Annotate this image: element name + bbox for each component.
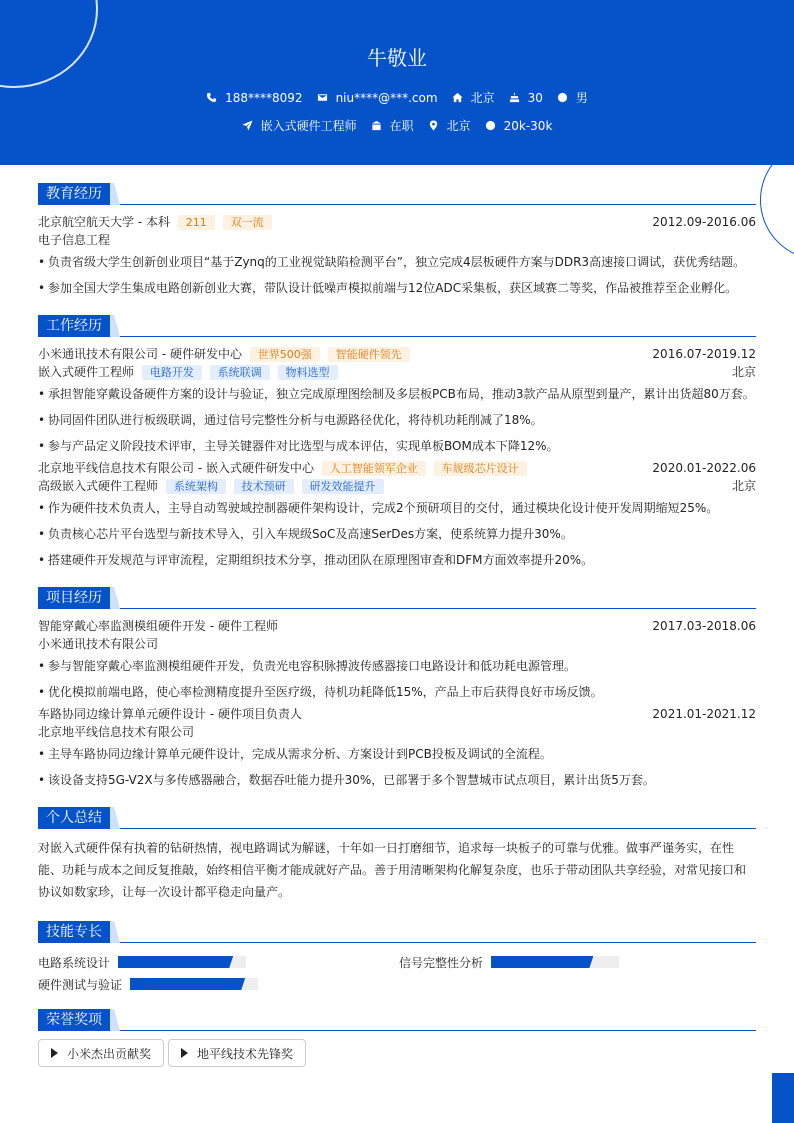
intent-status (371, 117, 414, 134)
job-role-row (38, 477, 756, 495)
mail-icon (317, 92, 328, 103)
skill-bar-fill (491, 956, 593, 968)
skills-list (38, 951, 756, 1001)
skills-section (38, 921, 756, 1001)
project-name: 智能穿戴心率监测模组硬件开发 - 硬件工程师 (38, 619, 278, 633)
project-org: 北京地平线信息技术有限公司 (38, 725, 195, 739)
skill-name: 信号完整性分析 (399, 955, 484, 970)
role-tag: 电路开发 (142, 365, 202, 380)
section-title: 项目经历 (38, 587, 110, 609)
section-header (38, 183, 756, 205)
section-title: 荣誉奖项 (38, 1009, 110, 1031)
contact-gender-text: 男 (575, 91, 588, 105)
status-icon (371, 120, 382, 131)
skill-name: 电路系统设计 (38, 955, 111, 970)
intent-position-text: 嵌入式硬件工程师 (260, 119, 357, 133)
job-company-row (38, 459, 756, 477)
school-tag: 211 (178, 215, 215, 230)
contact-phone (206, 89, 302, 106)
contact-phone-text: 188****8092 (225, 90, 303, 105)
job-company-row (38, 345, 756, 363)
contact-city-text: 北京 (470, 91, 495, 105)
role-tag: 技术预研 (234, 479, 294, 494)
project-bullet: • 参与智能穿戴心率监测模组硬件开发，负责光电容积脉搏波传感器接口电路设计和低功耗电源管理。 (38, 657, 756, 675)
section-header (38, 1009, 756, 1031)
section-header (38, 587, 756, 609)
section-title: 教育经历 (38, 183, 110, 205)
skill-bar-fill (130, 978, 245, 990)
summary-section (38, 807, 756, 903)
contact-row (0, 89, 794, 106)
job-intent-row (0, 117, 794, 134)
school-tag: 双一流 (223, 215, 272, 230)
contact-age-text: 30 (527, 90, 543, 105)
project-org: 小米通讯技术有限公司 (38, 637, 159, 651)
company-tag: 人工智能领军企业 (322, 461, 426, 476)
section-title-tail (110, 807, 120, 829)
skill-item (38, 975, 258, 993)
project-row (38, 617, 756, 635)
contact-city (452, 89, 495, 106)
job-bullet: • 协同固件团队进行板级联调，通过信号完整性分析与电源路径优化，将待机功耗削减了18%。 (38, 411, 756, 429)
section-title-tail (110, 315, 120, 337)
section-title-tail (110, 921, 120, 943)
intent-status-text: 在职 (389, 119, 414, 133)
skill-bar (118, 956, 246, 968)
summary-text: 对嵌入式硬件保有执着的钻研热情，视电路调试为解谜，十年如一日打磨细节，追求每一块板子的可靠与优雅。做事严谨务实，在性能、功耗与成本之间反复推敲，始终相信平衡才能成就好产品。善于用清晰架构化解复杂度，也乐于带动团队共享经验，对常见接口和协议如数家珍，让每一次设计都平稳走向量产。 (38, 841, 747, 899)
location-icon (428, 120, 439, 131)
awards-list (38, 1039, 756, 1067)
award-name: 小米杰出贡献奖 (67, 1046, 152, 1061)
intent-salary (485, 117, 553, 134)
awards-section (38, 1009, 756, 1067)
job-period: 2020.01-2022.06 (652, 461, 756, 475)
phone-icon (206, 92, 217, 103)
resume-header (0, 0, 794, 165)
salary-icon (485, 120, 496, 131)
skill-item (38, 953, 246, 971)
award-item (38, 1039, 164, 1067)
intent-location-text: 北京 (446, 119, 471, 133)
contact-email-text: niu****@***.com (335, 90, 438, 105)
triangle-right-icon (181, 1048, 188, 1058)
job-bullet: • 作为硬件技术负责人，主导自动驾驶域控制器硬件架构设计，完成2个预研项目的交付，通过模块化设计使开发周期缩短25%。 (38, 499, 756, 517)
project-period: 2017.03-2018.06 (652, 619, 756, 633)
home-icon (452, 92, 463, 103)
job-bullet: • 负责核心芯片平台选型与新技术导入，引入车规级SoC及高速SerDes方案，使系统算力提升30%。 (38, 525, 756, 543)
contact-email (317, 89, 438, 106)
triangle-right-icon (51, 1048, 58, 1058)
job-city: 北京 (731, 479, 756, 493)
section-title: 技能专长 (38, 921, 110, 943)
candidate-name: 牛敬业 (367, 46, 427, 70)
job-bullet: • 参与产品定义阶段技术评审，主导关键器件对比选型与成本评估，实现单板BOM成本下降12%。 (38, 437, 756, 455)
award-item (168, 1039, 306, 1067)
cake-icon (509, 92, 520, 103)
skill-bar (491, 956, 619, 968)
skill-bar-fill (118, 956, 233, 968)
work-section (38, 315, 756, 573)
project-period: 2021.01-2021.12 (652, 707, 756, 721)
section-title-tail (110, 587, 120, 609)
contact-age (509, 89, 543, 106)
award-name: 地平线技术先锋奖 (197, 1046, 294, 1061)
education-bullet: • 参加全国大学生集成电路创新创业大赛，带队设计低噪声模拟前端与12位ADC采集板，获区域赛二等奖，作品被推荐至企业孵化。 (38, 279, 756, 297)
gender-icon (557, 92, 568, 103)
job-city: 北京 (731, 365, 756, 379)
role-tag: 研发效能提升 (302, 479, 384, 494)
job-bullet: • 搭建硬件开发规范与评审流程，定期组织技术分享，推动团队在原理图审查和DFM方面效率提升20%。 (38, 551, 756, 569)
project-bullet: • 该设备支持5G-V2X与多传感器融合，数据吞吐能力提升30%，已部署于多个智慧城市试点项目，累计出货5万套。 (38, 771, 756, 789)
education-section (38, 183, 756, 301)
projects-section (38, 587, 756, 793)
job-period: 2016.07-2019.12 (652, 347, 756, 361)
job-role: 高级嵌入式硬件工程师 (38, 479, 159, 493)
school-name: 北京航空航天大学 - 本科 (38, 215, 170, 229)
section-header (38, 921, 756, 943)
company-name: 小米通讯技术有限公司 - 硬件研发中心 (38, 347, 242, 361)
role-tag: 系统架构 (166, 479, 226, 494)
contact-gender (557, 89, 588, 106)
job-role: 嵌入式硬件工程师 (38, 365, 135, 379)
intent-location (428, 117, 471, 134)
section-title: 个人总结 (38, 807, 110, 829)
section-title-tail (110, 183, 120, 205)
education-entry (38, 213, 756, 231)
company-name: 北京地平线信息技术有限公司 - 嵌入式硬件研发中心 (38, 461, 314, 475)
send-icon (242, 120, 253, 131)
job-bullet: • 承担智能穿戴设备硬件方案的设计与验证，独立完成原理图绘制及多层板PCB布局，推动3款产品从原型到量产，累计出货超80万套。 (38, 385, 756, 403)
company-tag: 智能硬件领先 (328, 347, 410, 362)
section-header (38, 315, 756, 337)
project-row (38, 705, 756, 723)
role-tag: 物料选型 (278, 365, 338, 380)
section-header (38, 807, 756, 829)
skill-bar (130, 978, 258, 990)
project-name: 车路协同边缘计算单元硬件设计 - 硬件项目负责人 (38, 707, 302, 721)
project-bullet: • 优化模拟前端电路，使心率检测精度提升至医疗级，待机功耗降低15%，产品上市后获得良好市场反馈。 (38, 683, 756, 701)
education-period: 2012.09-2016.06 (652, 215, 756, 229)
skill-name: 硬件测试与验证 (38, 977, 123, 992)
education-bullet: • 负责省级大学生创新创业项目“基于Zynq的工业视觉缺陷检测平台”，独立完成4层板硬件方案与DDR3高速接口调试，获优秀结题。 (38, 253, 756, 271)
corner-decoration (772, 1073, 794, 1123)
section-title: 工作经历 (38, 315, 110, 337)
company-tag: 车规级芯片设计 (434, 461, 527, 476)
section-title-tail (110, 1009, 120, 1031)
company-tag: 世界500强 (250, 347, 320, 362)
role-tag: 系统联调 (210, 365, 270, 380)
job-role-row (38, 363, 756, 381)
intent-position (242, 117, 357, 134)
project-bullet: • 主导车路协同边缘计算单元硬件设计，完成从需求分析、方案设计到PCB投板及调试的全流程。 (38, 745, 756, 763)
major: 电子信息工程 (38, 233, 111, 247)
intent-salary-text: 20k-30k (503, 118, 553, 133)
skill-item (399, 953, 619, 971)
